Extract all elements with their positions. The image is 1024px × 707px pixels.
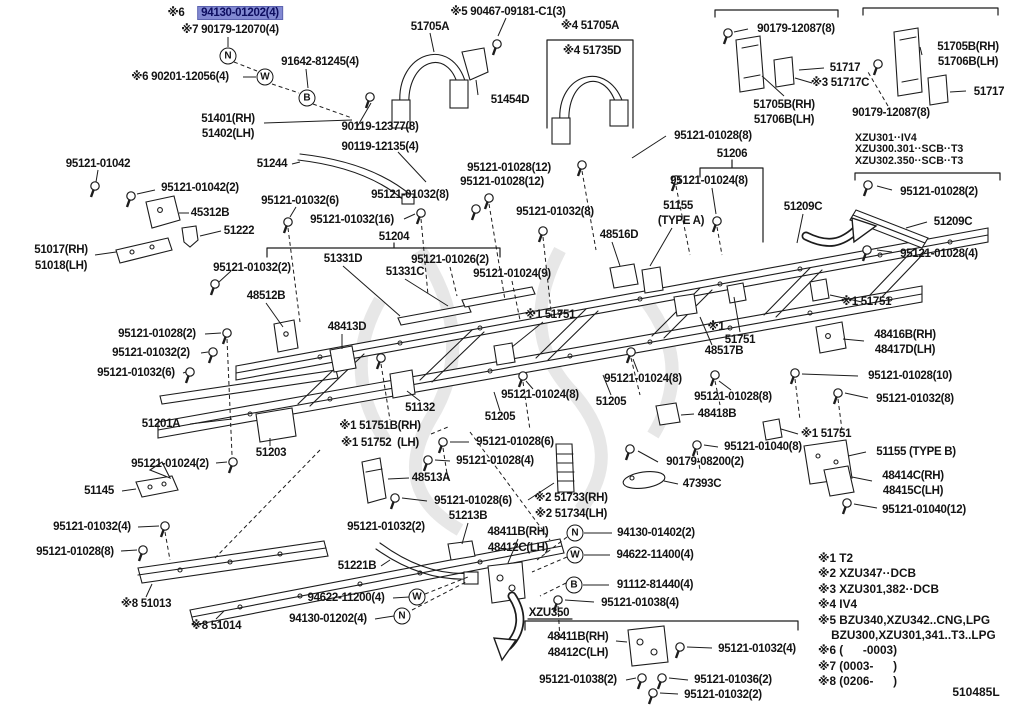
part-label[interactable]: 51017(RH) [34,244,88,256]
part-label[interactable]: 95121-01038(4) [601,597,679,609]
legend-item: ※2 XZU347··DCB [818,566,916,581]
part-label[interactable]: 51221B [337,560,377,572]
part-label[interactable]: 51705A [410,21,450,33]
part-label[interactable]: 95121-01032(2) [347,521,425,533]
part-label[interactable]: 51717 [973,86,1005,98]
legend-item: BZU300,XZU301,341..T3..LPG [818,628,996,643]
part-label[interactable]: 48513A [411,472,451,484]
part-label[interactable]: 48411B(RH) [487,526,549,538]
part-label[interactable]: 94622-11400(4) [616,549,694,561]
part-label[interactable]: 51206 [716,148,748,160]
part-label[interactable]: 95121-01028(8) [694,391,772,403]
bolt-icon [864,181,872,196]
part-label-selected[interactable]: 94130-01202(4) [198,7,282,19]
part-label[interactable]: 90179-08200(2) [666,456,744,468]
part-label[interactable]: (TYPE A) [657,215,705,227]
bolt-icon [472,205,480,220]
fastener-letter-badge[interactable]: W [567,547,584,564]
part-label[interactable]: ※4 51705A [560,20,620,32]
fastener-letter-badge[interactable]: W [257,69,274,86]
part-label[interactable]: 95121-01032(8) [516,206,594,218]
part-label[interactable]: 95121-01028(8) [36,546,114,558]
part-label[interactable]: 95121-01028(6) [476,436,554,448]
part-label[interactable]: 51155 (TYPE B) [876,446,956,458]
legend-item: ※7 (0003- ) [818,658,898,673]
part-label[interactable]: 90119-12135(4) [341,141,419,153]
part-label[interactable]: 95121-01024(2) [131,458,209,470]
part-label[interactable]: 95121-01032(4) [718,643,796,655]
part-label[interactable]: 51331D [323,253,363,265]
part-label[interactable]: 95121-01028(4) [456,455,534,467]
part-label[interactable]: 95121-01032(6) [261,195,339,207]
part-label[interactable]: 95121-01032(2) [213,262,291,274]
part-label[interactable]: 51401(RH) [201,113,255,125]
bolt-icon [424,456,432,471]
bolt-icon [638,674,646,689]
part-label[interactable]: 94130-01402(2) [617,527,695,539]
legend-item: ※4 IV4 [818,597,858,612]
part-label[interactable]: 91642-81245(4) [281,56,359,68]
part-label[interactable]: 48516D [599,229,639,241]
legend-item: ※1 T2 [818,551,854,565]
part-label[interactable]: 51209C [933,216,973,228]
model-code-note [855,133,963,167]
part-label[interactable]: 95121-01032(8) [371,189,449,201]
part-label[interactable]: 95121-01038(2) [539,674,617,686]
part-label[interactable]: 51132 [405,402,435,414]
part-label[interactable]: 95121-01032(4) [53,521,131,533]
part-label[interactable]: 90119-12377(8) [341,121,419,133]
part-label[interactable]: 51018(LH) [34,260,88,272]
fastener-letter-badge[interactable]: W [409,589,426,606]
legend [818,551,996,690]
part-label[interactable]: 95121-01028(8) [674,130,752,142]
part-label[interactable]: 94130-01202(4) [289,613,367,625]
bolt-icon [366,93,374,108]
fastener-letter-badge[interactable]: N [394,608,411,625]
bolt-icon [874,60,882,75]
part-label[interactable]: 51751 [724,334,756,346]
part-label[interactable]: ※2 51733(RH) [534,492,608,504]
part-label[interactable]: 48415C(LH) [882,485,944,497]
part-label[interactable]: 95121-01028(2) [118,328,196,340]
part-label[interactable]: 51331C [385,266,425,278]
part-label[interactable]: ※7 90179-12070(4) [181,24,279,36]
part-label[interactable]: 51203 [255,447,287,459]
part-label[interactable]: 95121-01028(10) [868,370,952,382]
part-label[interactable]: 51454D [490,94,530,106]
part-label[interactable]: ※3 51717C [810,77,870,89]
part-label[interactable]: 90179-12087(8) [852,107,930,119]
part-label[interactable]: 95121-01024(8) [501,389,579,401]
part-label[interactable]: 48517B [704,345,744,357]
part-label[interactable]: 95121-01032(6) [97,367,175,379]
part-label[interactable]: 51145 [84,485,114,497]
part-label[interactable]: 51201A [141,418,181,430]
bolt-icon [211,280,219,295]
part-label[interactable]: 94622-11200(4) [307,592,385,604]
bolt-icon [186,368,194,383]
bolt-icon [676,643,684,658]
part-label[interactable]: 95121-01024(9) [473,268,551,280]
model-note-line: XZU301··IV4 [855,132,917,144]
part-label[interactable]: 51706B(LH) [753,114,815,126]
part-label[interactable]: 95121-01026(2) [411,254,489,266]
part-label[interactable]: ※1 [707,321,725,333]
part-label[interactable]: ※4 51735D [562,45,622,57]
part-label[interactable]: 95121-01036(2) [694,674,772,686]
bolt-icon [724,29,732,44]
part-label[interactable]: 51204 [378,231,410,243]
part-label[interactable]: XZU350 [528,607,570,619]
part-label[interactable]: ※6 [167,7,185,19]
part-label[interactable]: ※6 90201-12056(4) [131,71,229,83]
part-label[interactable]: 51213B [448,510,488,522]
bolt-icon [209,348,217,363]
part-label[interactable]: 51209C [783,201,823,213]
part-label[interactable]: 51705B(RH) [937,41,999,53]
part-label[interactable]: 51222 [223,225,255,237]
diagram-code: 510485L [952,685,1000,699]
part-label[interactable]: 51205 [484,411,516,423]
part-label[interactable]: ※1 51751 [800,428,852,440]
part-label[interactable]: 51402(LH) [201,128,255,140]
part-label[interactable]: 95121-01032(8) [876,393,954,405]
part-label[interactable]: 48414C(RH) [882,470,944,482]
part-label[interactable]: 48413D [327,321,367,333]
part-label[interactable]: 51706B(LH) [937,56,999,68]
model-note-line: XZU300.301··SCB··T3 [855,143,964,156]
fastener-letter-badge[interactable]: B [299,90,316,107]
legend-item: ※3 XZU301,382··DCB [818,581,939,596]
part-label[interactable]: ※1 51751B(RH) [339,420,421,432]
part-label[interactable]: ※2 51734(LH) [534,508,608,520]
part-label[interactable]: 95121-01040(8) [724,441,802,453]
bolt-icon [658,674,666,689]
part-label[interactable]: 51244 [256,158,288,170]
bolt-icon [91,182,99,197]
model-note-line: XZU302.350··SCB··T3 [855,154,964,167]
install-arrow-bottom [494,596,520,660]
part-label[interactable]: 95121-01028(4) [900,248,978,260]
part-label[interactable]: 51205 [595,396,627,408]
part-label[interactable]: 95121-01032(2) [112,347,190,359]
part-label[interactable]: 51705B(RH) [753,99,815,111]
fastener-letter-badge[interactable]: N [567,525,584,542]
part-label[interactable]: 51155 [663,200,693,212]
part-label[interactable]: 48416B(RH) [874,329,936,341]
bolt-icon [626,445,634,460]
part-label[interactable]: 95121-01032(16) [310,214,394,226]
part-label[interactable]: 95121-01032(2) [684,689,762,701]
fastener-letter-badge[interactable]: N [220,48,237,65]
part-label[interactable]: 48412C(LH) [487,542,549,554]
bolt-icon [229,458,237,473]
legend-item: ※8 (0206- ) [818,674,898,689]
legend-item: ※6 ( -0003) [818,643,898,658]
part-label[interactable]: 95121-01028(12) [467,162,551,174]
part-label[interactable]: ※8 51014 [190,620,242,632]
part-label[interactable]: 95121-01040(12) [882,504,966,516]
part-label[interactable]: ※8 51013 [120,598,172,610]
part-label[interactable]: 48411B(RH) [547,631,609,643]
part-label[interactable]: 95121-01024(8) [604,373,682,385]
part-label[interactable]: 91112-81440(4) [616,579,694,591]
part-label[interactable]: 51717 [829,62,861,74]
bolt-icon [139,546,147,561]
part-label[interactable]: 95121-01028(6) [434,495,512,507]
fastener-letter-badge[interactable]: B [566,577,583,594]
part-label[interactable]: 45312B [190,207,230,219]
part-label[interactable]: 95121-01028(2) [900,186,978,198]
bolt-icon [127,192,135,207]
part-label[interactable]: ※1 51752 (LH) [341,437,419,449]
bolt-icon [391,494,399,509]
part-label[interactable]: 48417D(LH) [874,344,936,356]
part-label[interactable]: 90179-12087(8) [757,23,835,35]
part-label[interactable]: 95121-01024(8) [670,175,748,187]
bolt-icon [711,371,719,386]
bolt-icon [649,689,657,704]
part-label[interactable]: 95121-01028(12) [460,176,544,188]
part-label[interactable]: 95121-01042(2) [161,182,239,194]
part-label[interactable]: 48412C(LH) [547,647,609,659]
part-label[interactable]: ※5 90467-09181-C1(3) [450,6,566,18]
part-label[interactable]: ※1 51751 [524,309,576,321]
bolt-icon [493,40,501,55]
legend-item: ※5 BZU340,XZU342..CNG,LPG [818,612,991,627]
part-label[interactable]: ※1 51751 [840,296,892,308]
bolt-icon [843,499,851,514]
part-label[interactable]: 48512B [246,290,286,302]
part-label[interactable]: 47393C [682,478,722,490]
part-label[interactable]: 95121-01042 [65,158,131,170]
part-label[interactable]: 48418B [697,408,737,420]
